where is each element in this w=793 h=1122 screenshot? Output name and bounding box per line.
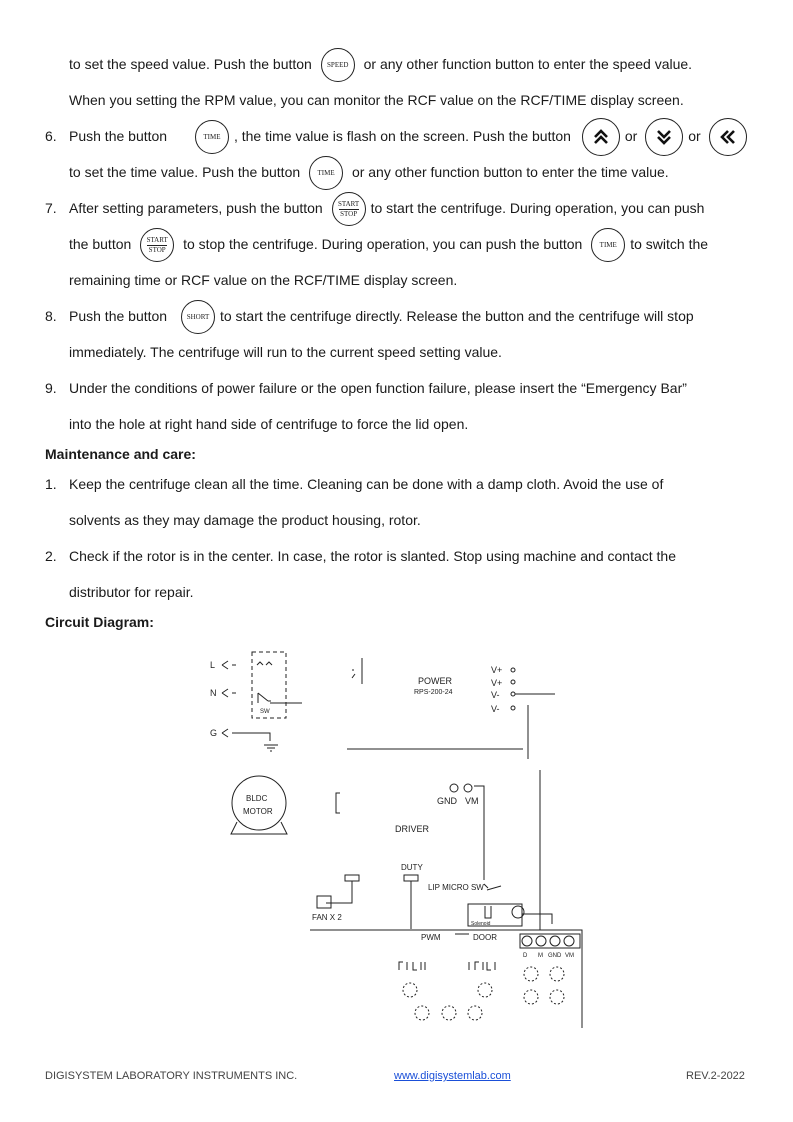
- short-button-icon: [181, 300, 215, 334]
- step7-number: 7.: [45, 200, 57, 216]
- step6-text-b: , the time value is flash on the screen. Push the button: [233, 128, 571, 144]
- step9-number: 9.: [45, 380, 57, 396]
- step7-text-e: to switch the: [630, 236, 709, 252]
- step8-number: 8.: [45, 308, 57, 324]
- time-button-icon: [309, 156, 343, 190]
- step9-line1: Under the conditions of power failure or the open function failure, please insert the “Emergency Bar”: [69, 380, 687, 396]
- step5-line1: [69, 55, 692, 73]
- step6-text-a: Push the button: [69, 128, 168, 144]
- label-pin-gnd: GND: [548, 953, 562, 959]
- label-bldc: BLDC: [246, 794, 268, 803]
- label-vplus: V+: [491, 665, 503, 675]
- step7-line2: [69, 235, 708, 253]
- step6-text-d: or any other function button to enter the time value.: [351, 164, 669, 180]
- label-pin-vm: VM: [565, 953, 574, 959]
- step8-line2: immediately. The centrifuge will run to the current speed setting value.: [69, 344, 502, 360]
- label-gnd: GND: [437, 796, 457, 806]
- step6-or-2: or: [688, 128, 701, 144]
- label-G: G: [210, 728, 218, 738]
- step7-text-c: the button: [69, 236, 132, 252]
- fan-box: [317, 896, 331, 908]
- label-power: POWER: [418, 676, 453, 686]
- label-N: N: [210, 688, 217, 698]
- step7-text-b: to start the centrifuge. During operation, you can push: [370, 200, 705, 216]
- circuit-diagram: [0, 640, 793, 1040]
- label-driver: DRIVER: [395, 824, 430, 834]
- L-terminal: [222, 661, 236, 669]
- short-button-label: SHORT: [186, 312, 210, 321]
- label-vminus: V-: [491, 690, 500, 700]
- maintenance-item-line: solvents as they may damage the product housing, rotor.: [69, 512, 421, 528]
- stop-label: STOP: [148, 245, 166, 254]
- double-up-button-icon: [582, 118, 620, 156]
- start-label: START: [146, 235, 168, 244]
- circuit-heading: Circuit Diagram:: [45, 614, 154, 630]
- footer-company: DIGISYSTEM LABORATORY INSTRUMENTS INC.: [45, 1070, 298, 1082]
- time-button-label: TIME: [203, 132, 221, 141]
- label-pwm: PWM: [421, 933, 441, 942]
- maintenance-item-number: 1.: [45, 476, 57, 492]
- time-button-icon: [195, 120, 229, 154]
- stop-label: STOP: [340, 209, 358, 218]
- time-button-label: TIME: [599, 240, 617, 249]
- double-down-button-icon: [645, 118, 683, 156]
- step9-line2: into the hole at right hand side of centrifuge to force the lid open.: [69, 416, 469, 432]
- step6-or-1: or: [624, 128, 638, 144]
- footer-revision: REV.2-2022: [686, 1070, 745, 1082]
- label-sw: SW: [260, 709, 270, 715]
- step5-text-b: or any other function button to enter the speed value.: [363, 56, 693, 72]
- maintenance-item-line: distributor for repair.: [69, 584, 194, 600]
- label-rps: RPS-200-24: [414, 689, 453, 696]
- step6-line2: [69, 163, 669, 181]
- step8-text-a: Push the button: [69, 308, 168, 324]
- maintenance-heading: Maintenance and care:: [45, 446, 196, 462]
- footer-link-wrap: [394, 1070, 511, 1082]
- step6-number: 6.: [45, 128, 57, 144]
- step6-text-c: to set the time value. Push the button: [69, 164, 301, 180]
- start-stop-button-icon: [332, 192, 366, 226]
- start-label: START: [337, 199, 360, 208]
- step7-line3: remaining time or RCF value on the RCF/TIME display screen.: [69, 272, 458, 288]
- step7-line1: [69, 199, 704, 217]
- start-stop-button-icon: [140, 228, 174, 262]
- footer-website-link[interactable]: www.digisystemlab.com: [394, 1070, 511, 1082]
- step7-text-d: to stop the centrifuge. During operation, you can push the button: [183, 236, 583, 252]
- time-button-icon: [591, 228, 625, 262]
- step5-text-a: to set the speed value. Push the button: [69, 56, 312, 72]
- label-motor: MOTOR: [243, 807, 273, 816]
- step5-line2: When you setting the RPM value, you can monitor the RCF value on the RCF/TIME display screen.: [69, 92, 684, 108]
- label-vminus: V-: [491, 704, 500, 714]
- speed-button-icon: [321, 48, 355, 82]
- label-solenoid: Solenoid: [471, 921, 491, 927]
- maintenance-item-line: Check if the rotor is in the center. In case, the rotor is slanted. Stop using machine and contact the: [69, 548, 677, 564]
- step6-line1: [69, 127, 752, 147]
- label-pin-d: D: [523, 953, 528, 959]
- maintenance-item-number: 2.: [45, 548, 57, 564]
- label-lip-switch: LIP MICRO SW: [428, 883, 484, 892]
- label-duty: DUTY: [401, 863, 423, 872]
- motor-circle: [232, 776, 286, 830]
- maintenance-item-line: Keep the centrifuge clean all the time. Cleaning can be done with a damp cloth. Avoid the use of: [69, 476, 664, 492]
- step8-text-b: to start the centrifuge directly. Release the button and the centrifuge will stop: [219, 308, 694, 324]
- step7-text-a: After setting parameters, push the button: [69, 200, 323, 216]
- ground-symbol: [222, 729, 278, 751]
- label-vm: VM: [465, 796, 479, 806]
- time-button-label: TIME: [317, 168, 335, 177]
- speed-button-label: SPEED: [327, 60, 349, 69]
- label-fan: FAN X 2: [312, 913, 342, 922]
- label-door: DOOR: [473, 933, 497, 942]
- step8-line1: [69, 307, 694, 325]
- label-pin-m: M: [538, 953, 543, 959]
- double-left-button-icon: [709, 118, 747, 156]
- N-terminal: [222, 689, 236, 697]
- label-vplus: V+: [491, 678, 503, 688]
- label-L: L: [210, 660, 216, 670]
